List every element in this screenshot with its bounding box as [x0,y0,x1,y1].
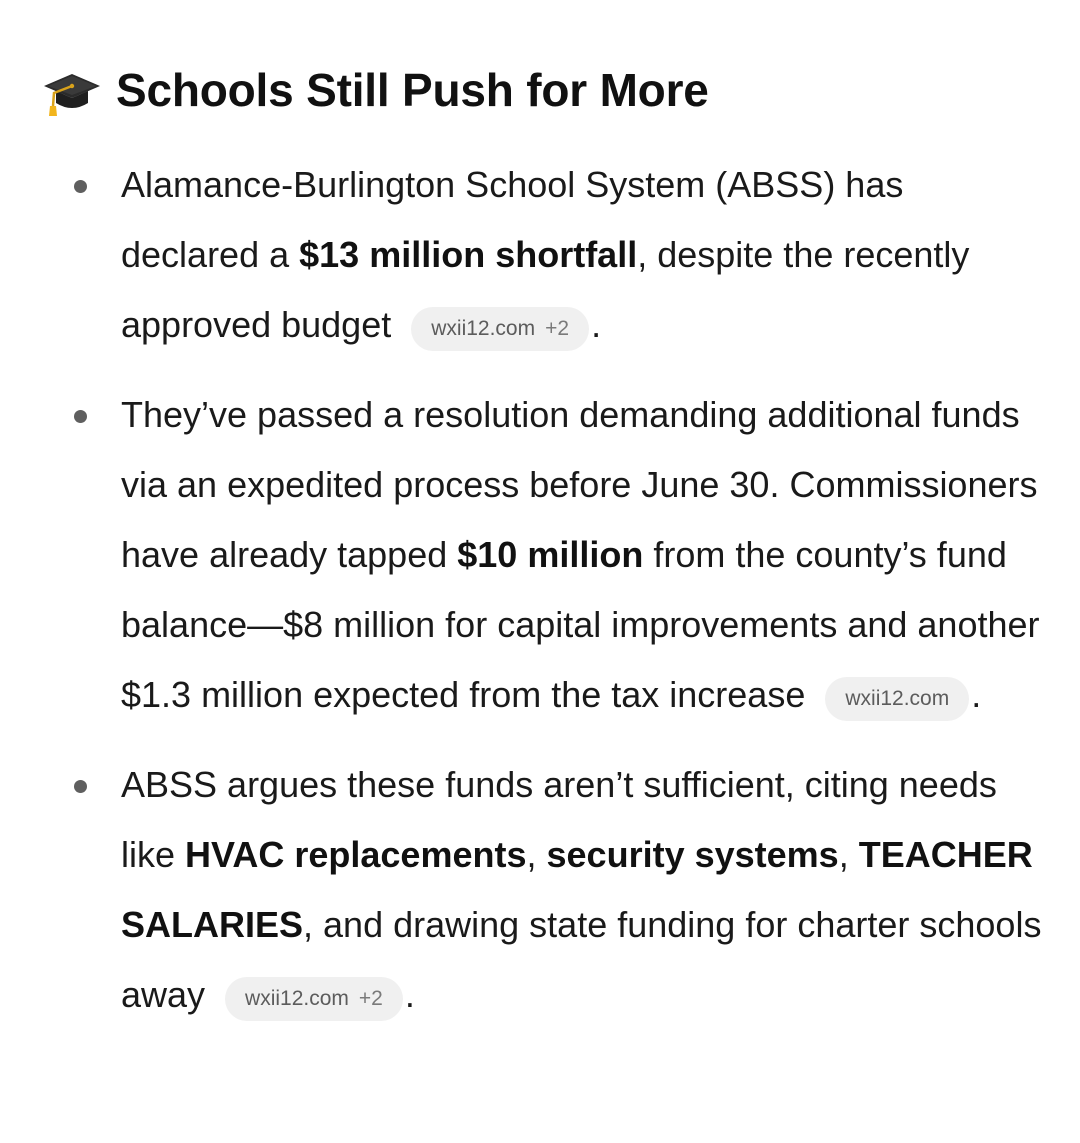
source-citation-chip[interactable] [225,977,403,1021]
source-domain: wxii12.com [431,317,536,340]
bold-phrase: security systems [546,834,839,875]
bold-phrase: TEACHER SALARIES [121,834,1033,945]
source-more-count: +2 [358,987,383,1010]
bold-phrase: $10 million [457,534,644,575]
source-domain: wxii12.com [245,987,349,1010]
section-title: Schools Still Push for More [116,64,709,116]
bullet-dot-icon [74,780,87,793]
text-run: , despite the recently approved budget [121,234,970,345]
text-run: Alamance-Burlington School System (ABSS) has declared a [121,164,904,275]
bold-phrase: $13 million shortfall [299,234,638,275]
text-run: ABSS argues these funds aren’t sufficient, citing needs like [121,764,997,875]
sentence-end: . [591,304,602,345]
bullet-text [121,394,1040,715]
text-run: , and drawing state funding for charter schools away [121,904,1042,1015]
source-citation-chip[interactable] [825,677,969,721]
source-citation-chip[interactable] [411,307,589,351]
list-item [0,380,1080,730]
section-heading [42,60,709,120]
sentence-end: . [404,974,415,1015]
text-run: , [526,834,547,875]
sentence-end: . [971,674,982,715]
source-more-count: +2 [545,317,570,340]
source-domain: wxii12.com [845,687,950,710]
bullet-dot-icon [74,180,87,193]
text-run: They’ve passed a resolution demanding additional funds via an expedited process before June 30. Commissioners have already tapped [121,394,1038,575]
bullet-list [0,150,1080,1050]
text-run: , [838,834,859,875]
list-item [0,750,1080,1030]
text-run: from the county’s fund balance—$8 million for capital improvements and another $1.3 million expected from the tax increase [121,534,1040,715]
bold-phrase: HVAC replacements [185,834,527,875]
bullet-dot-icon [74,410,87,423]
list-item [0,150,1080,360]
graduation-cap-icon [42,60,102,120]
